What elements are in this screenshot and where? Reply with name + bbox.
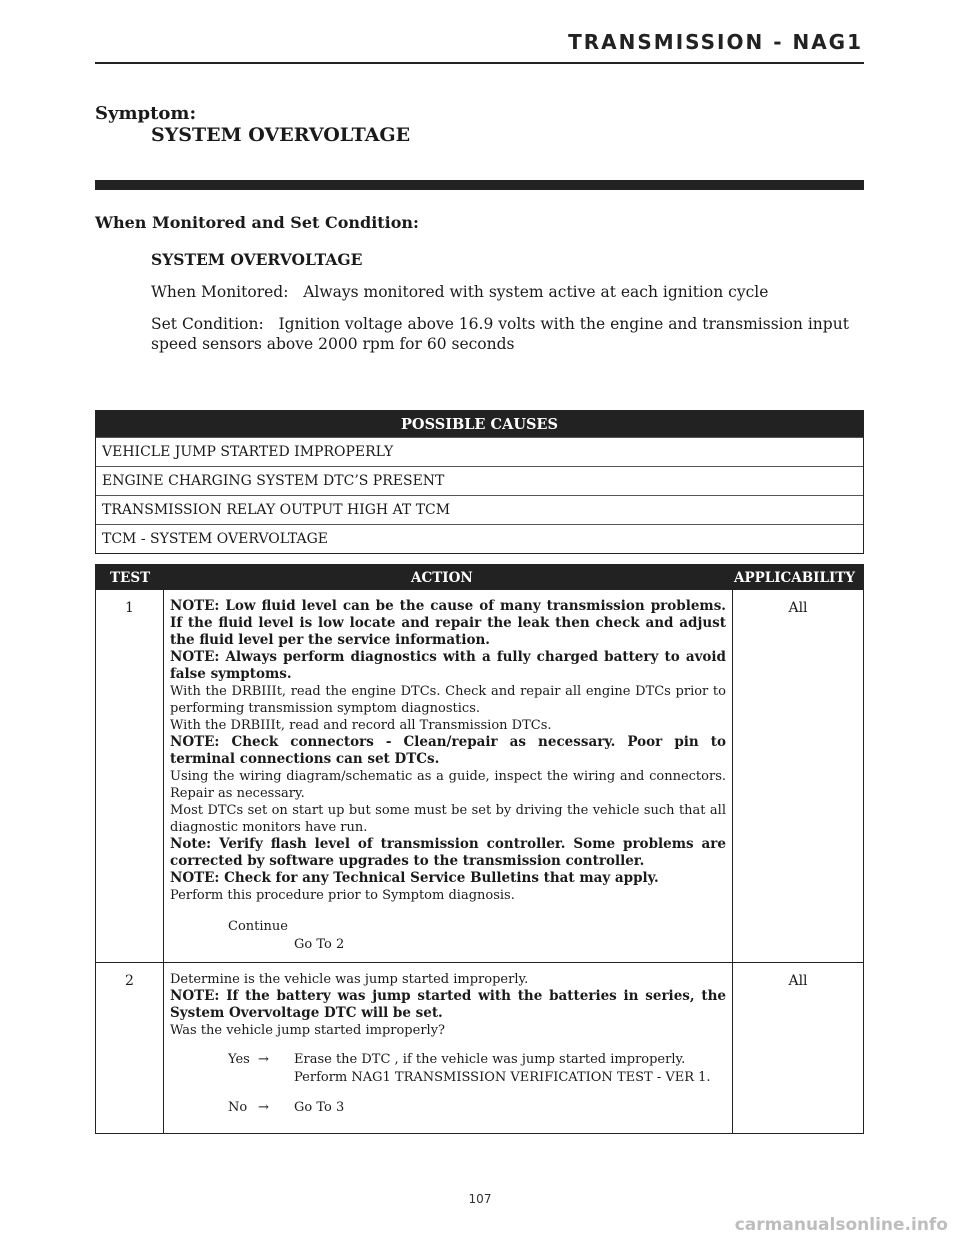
- when-monitored-text: When Monitored: Always monitored with system active at each ignition cycle: [151, 283, 769, 301]
- applicability-cell: All: [788, 973, 808, 989]
- action-cell: [164, 590, 733, 962]
- conditions-block: [151, 250, 864, 366]
- cause-item: VEHICLE JUMP STARTED IMPROPERLY: [96, 437, 863, 466]
- column-action: ACTION: [411, 570, 473, 586]
- page-number: 107: [468, 1192, 492, 1206]
- yes-result: [294, 1051, 711, 1087]
- possible-causes-heading: POSSIBLE CAUSES: [96, 411, 863, 437]
- step-text: Determine is the vehicle was jump started improperly.: [170, 972, 529, 987]
- set-condition-text: Set Condition: Ignition voltage above 16.9 volts with the engine and transmission input speed sensors above 2000 rpm for 60 seconds: [151, 315, 854, 353]
- no-label: No: [228, 1100, 248, 1115]
- step-text: Was the vehicle jump started improperly?: [170, 1023, 446, 1038]
- cause-item: ENGINE CHARGING SYSTEM DTC’S PRESENT: [96, 466, 863, 495]
- note-text: NOTE: Check for any Technical Service Bulletins that may apply.: [170, 870, 659, 886]
- step-text: With the DRBIIIt, read the engine DTCs. Check and repair all engine DTCs prior to performing transmission symptom diagnostics.: [170, 684, 726, 716]
- table-row: [96, 589, 863, 962]
- note-text: NOTE: If the battery was jump started with the batteries in series, the System Overvoltage DTC will be set.: [170, 988, 726, 1021]
- arrow-icon: →: [258, 1100, 269, 1115]
- table-header: [96, 565, 863, 589]
- continue-label: Continue: [228, 919, 288, 934]
- step-text: Using the wiring diagram/schematic as a guide, inspect the wiring and connectors. Repair as necessary.: [170, 769, 726, 801]
- test-number: 1: [96, 590, 164, 962]
- watermark: carmanualsonline.info: [734, 1215, 948, 1235]
- section-divider: [95, 180, 864, 190]
- cause-item: TRANSMISSION RELAY OUTPUT HIGH AT TCM: [96, 495, 863, 524]
- column-applicability: APPLICABILITY: [733, 570, 855, 586]
- step-text: Perform this procedure prior to Symptom diagnosis.: [170, 888, 515, 903]
- test-number: 2: [96, 963, 164, 1133]
- applicability-cell: All: [788, 600, 808, 616]
- condition-name: SYSTEM OVERVOLTAGE: [151, 250, 363, 269]
- arrow-icon: →: [258, 1052, 269, 1067]
- symptom-label: Symptom:: [95, 103, 197, 124]
- yes-label: Yes: [228, 1052, 250, 1067]
- no-goto: Go To 3: [294, 1100, 345, 1115]
- note-text: NOTE: Low fluid level can be the cause of many transmission problems. If the fluid level is low locate and repair the leak then check and adjust the fluid level per the service information.: [170, 598, 726, 648]
- conditions-heading: When Monitored and Set Condition:: [95, 213, 419, 232]
- yes-line: Perform NAG1 TRANSMISSION VERIFICATION TEST - VER 1.: [294, 1070, 711, 1085]
- goto-text: Go To 2: [294, 937, 345, 952]
- diagnostic-table: [95, 564, 864, 1134]
- no-response: [228, 1099, 726, 1117]
- header-rule: [95, 62, 864, 64]
- cause-item: TCM - SYSTEM OVERVOLTAGE: [96, 524, 863, 553]
- table-row: [96, 962, 863, 1133]
- possible-causes-table: [95, 410, 864, 554]
- note-text: NOTE: Always perform diagnostics with a fully charged battery to avoid false symptoms.: [170, 649, 726, 682]
- action-cell: [164, 963, 733, 1133]
- column-test: TEST: [110, 570, 151, 586]
- note-text: NOTE: Check connectors - Clean/repair as necessary. Poor pin to terminal connections can set DTCs.: [170, 734, 726, 767]
- step-text: Most DTCs set on start up but some must be set by driving the vehicle such that all diagnostic monitors have run.: [170, 803, 726, 835]
- step-text: With the DRBIIIt, read and record all Transmission DTCs.: [170, 718, 552, 733]
- yes-response: [228, 1051, 726, 1087]
- yes-line: Erase the DTC , if the vehicle was jump started improperly.: [294, 1052, 686, 1067]
- note-text: Note: Verify flash level of transmission controller. Some problems are corrected by software upgrades to the transmission controller.: [170, 836, 726, 869]
- symptom-title: SYSTEM OVERVOLTAGE: [151, 124, 411, 146]
- section-header: TRANSMISSION - NAG1: [568, 30, 863, 54]
